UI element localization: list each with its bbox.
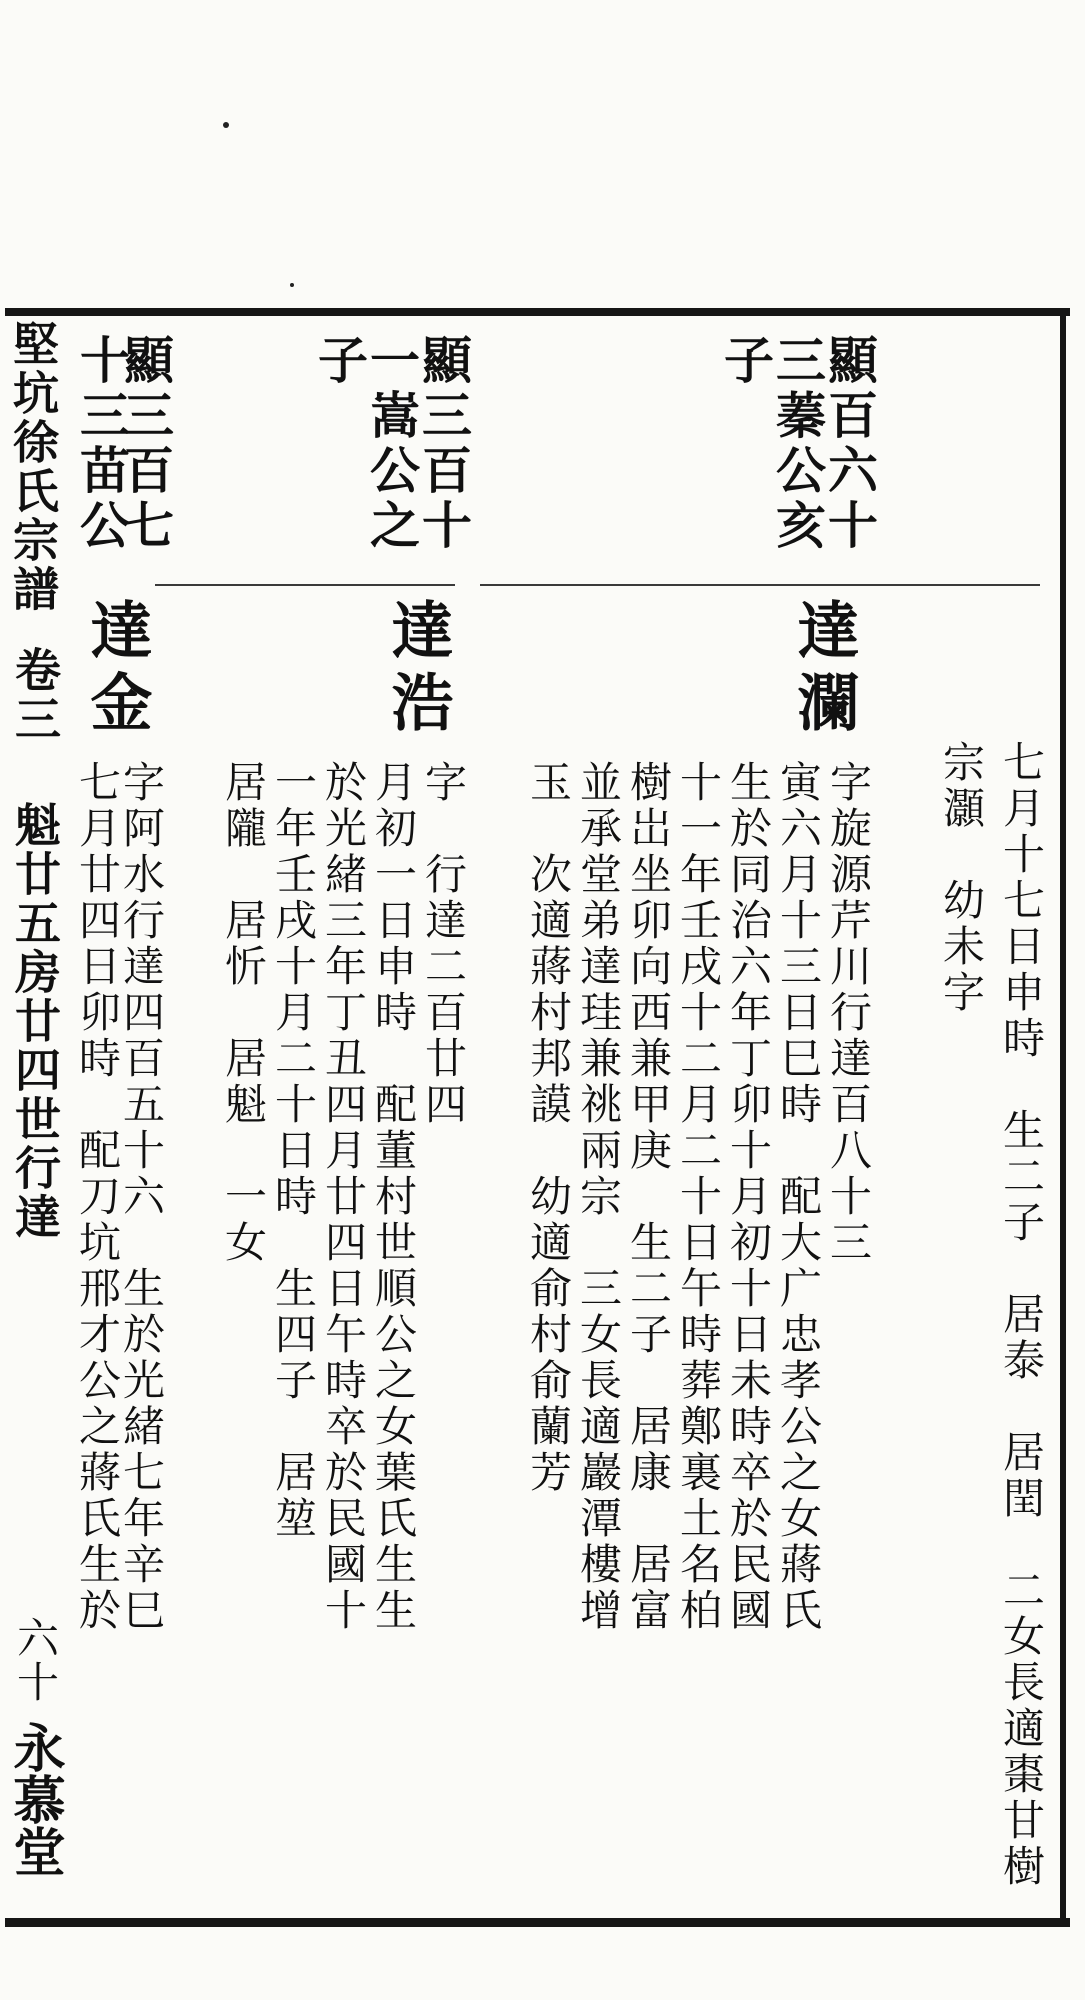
biography-line: 並承堂弟達珪兼祧兩宗 三女長適巖潭樓增 <box>574 760 623 1634</box>
frame-right-border <box>1060 308 1066 1927</box>
generation-text: 顯百六十 <box>820 334 879 554</box>
carryover-line: 宗灝 幼未字 <box>937 740 986 1016</box>
generation-text: 一嵩公之 <box>362 334 421 554</box>
frame-top-border <box>5 308 1070 316</box>
generation-text: 顯三百十 <box>414 334 473 554</box>
hall-name: 永慕堂 <box>4 1721 65 1877</box>
biography-line: 字 行達二百廿四 <box>419 760 468 1128</box>
biography-line: 一年壬戌十月二十日時 生四子 居堃 <box>269 760 318 1542</box>
generation-text: 子 <box>716 334 775 389</box>
biography-line: 七月廿四日卯時 配刀坑邢才公之蔣氏生於 <box>73 760 122 1634</box>
biography-line: 玉 次適蔣村邦謨 幼適俞村俞蘭芳 <box>524 760 573 1496</box>
biography-line: 字旋源芹川行達百八十三 <box>824 760 873 1266</box>
biography-line: 生於同治六年丁卯十月初十日未時卒於民國 <box>724 760 773 1634</box>
biography-line: 居隴 居忻 居魁 一女 <box>219 760 268 1266</box>
generation-text: 子 <box>310 334 369 389</box>
biography-line: 於光緒三年丁丑四月廿四日午時卒於民國十 <box>319 760 368 1634</box>
generation-text: 三蓁公亥 <box>768 334 827 554</box>
section-divider <box>480 584 1040 586</box>
book-spine <box>0 316 70 1918</box>
generation-text: 顯三百七 <box>116 334 175 554</box>
ink-speck <box>223 122 229 128</box>
person-name: 達浩 <box>381 598 454 742</box>
person-name: 達金 <box>80 598 153 742</box>
biography-line: 樹岀坐卯向西兼甲庚 生二子 居康 居富 <box>624 760 673 1634</box>
biography-line: 月初一日申時 配董村世順公之女葉氏生生 <box>369 760 418 1634</box>
biography-line: 寅六月十三日巳時 配大广忠孝公之女蔣氏 <box>774 760 823 1634</box>
volume-info: 卷三 魁廿五房廿四世行達 <box>8 646 62 1242</box>
page-number: 六十 <box>11 1616 60 1704</box>
biography-line: 字阿水行達四百五十六 生於光緒七年辛巳 <box>117 760 166 1634</box>
ink-speck <box>290 283 294 287</box>
biography-line: 十一年壬戌十二月二十日午時葬鄭裏土名柏 <box>674 760 723 1634</box>
book-title: 堅坑徐氏宗譜 <box>6 320 60 614</box>
frame-bottom-border <box>5 1918 1070 1927</box>
person-name: 達瀾 <box>787 598 860 742</box>
carryover-line: 七月十七日申時 生二子 居泰 居閏 二女長適棗甘樹 <box>997 740 1046 1890</box>
section-divider <box>155 584 455 586</box>
generation-text: 十三苗公 <box>72 334 131 554</box>
